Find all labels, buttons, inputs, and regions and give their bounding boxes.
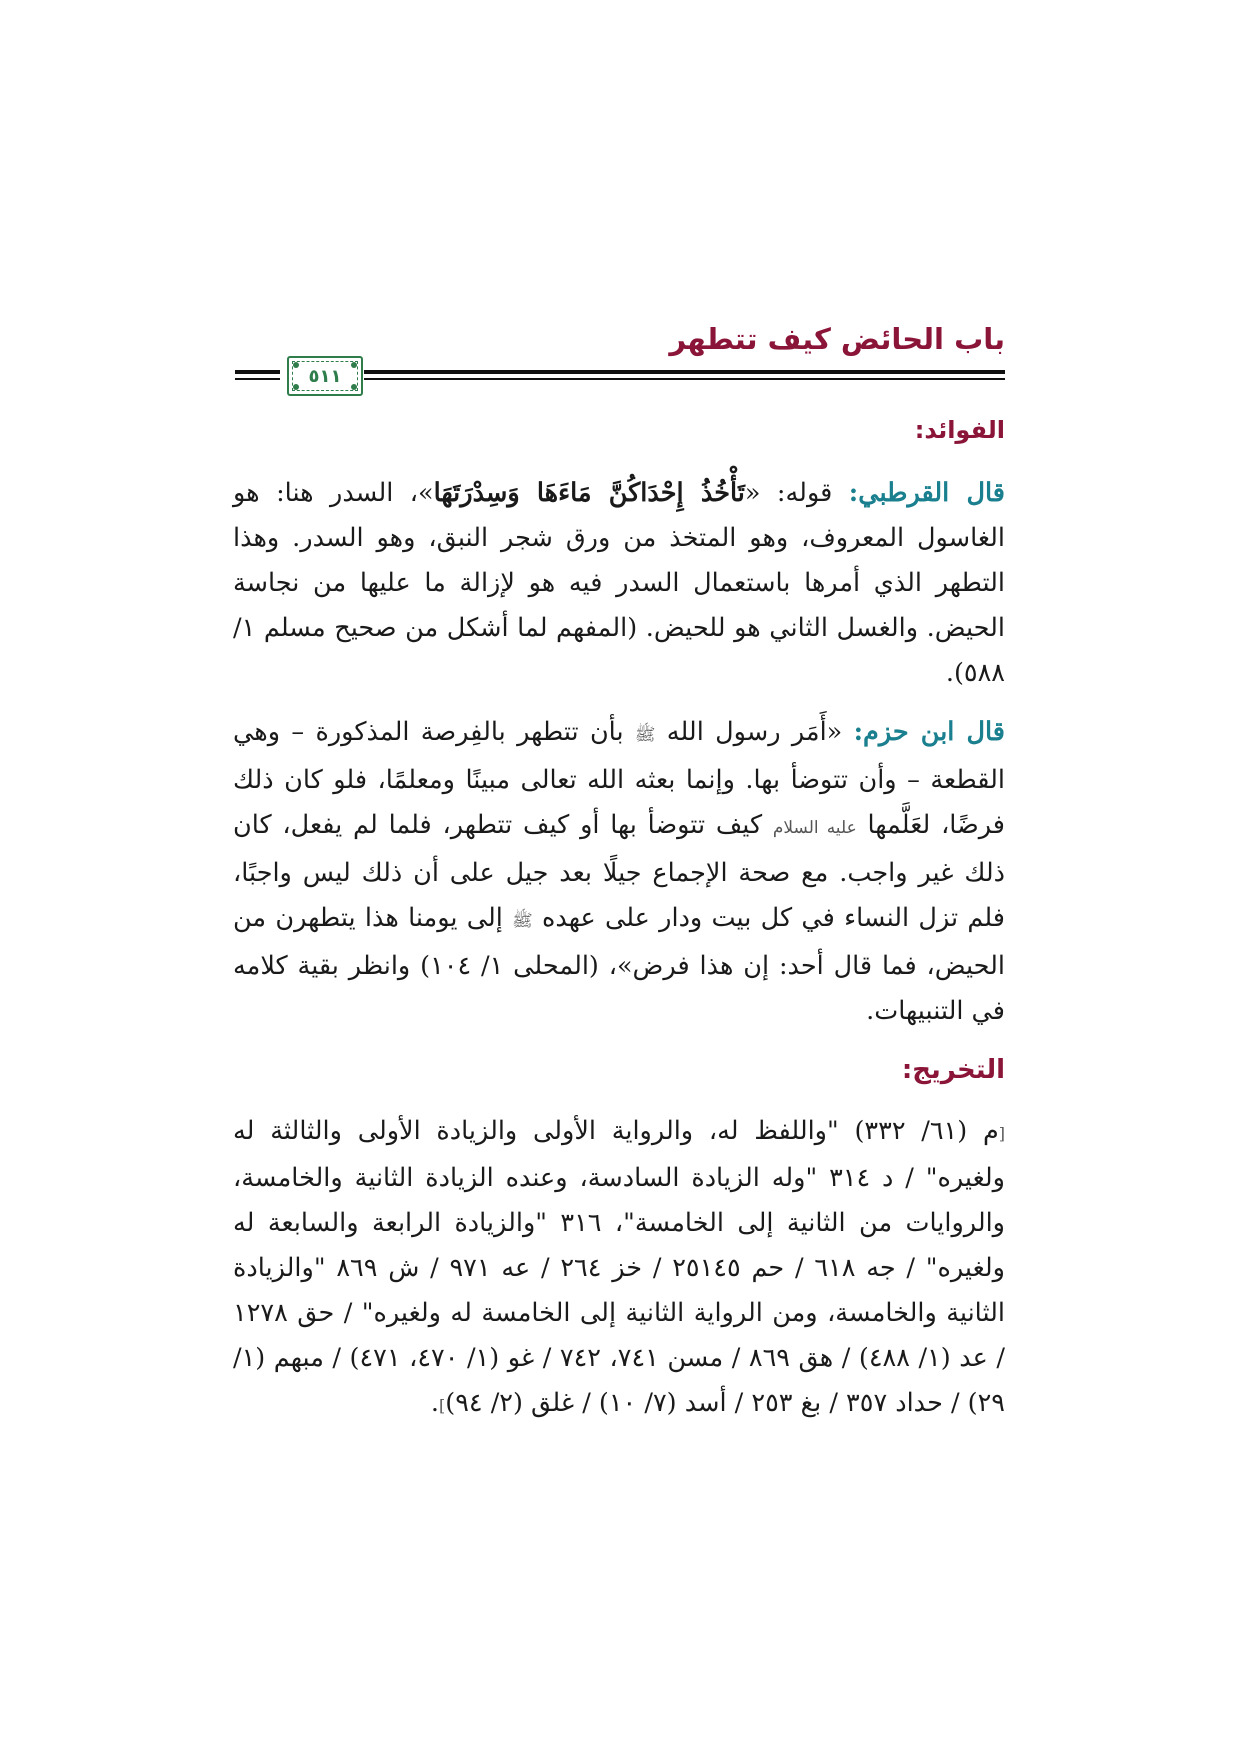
page-content: [233, 408, 1005, 1442]
ibn-hazm-text-4: إلى يومنا هذا يتطهرن من الحيض، فما قال أحد: إن هذا فرض»، (المحلى ١/ ١٠٤) وانظر بقية كلامه في التنبيهات.: [233, 903, 1005, 1026]
close-bracket: ]: [438, 1396, 446, 1415]
takhrij-heading: التخريج:: [901, 1055, 1005, 1085]
ornament-dot: [293, 384, 299, 390]
header-rule-thin: [364, 378, 1005, 380]
ornament-dot: [351, 362, 357, 368]
takhrij-paragraph: [233, 1109, 1005, 1428]
speaker-ibn-hazm: قال ابن حزم:: [853, 717, 1005, 747]
ibn-hazm-text-3: كيف تتوضأ بها أو كيف تتطهر، فلما لم يفعل، كان ذلك غير واجب. مع صحة الإجماع جيلًا بعد جيل على أن ذلك ليس واجبًا، فلم تزل النساء في كل بيت ودار على عهده: [233, 810, 1005, 933]
ornament-dot: [293, 362, 299, 368]
qurtubi-intro: قوله: «: [744, 478, 849, 508]
salutation-glyph: ﷺ: [634, 725, 656, 745]
chapter-title: باب الحائض كيف تتطهر: [669, 322, 1005, 356]
page-number: ٥١١: [308, 365, 342, 387]
takhrij-end: .: [430, 1388, 439, 1418]
takhrij-text: م (٦١/ ٣٣٢) "واللفظ له، والرواية الأولى والزيادة الأولى والثالثة له ولغيره" / د ٣١٤ "وله الزيادة السادسة، وعنده الزيادة الثانية والخامسة، والروايات من الثانية إلى الخامسة"، ٣١٦ "والزيادة الرابعة والسابعة له ولغيره" / جه ٦١٨ / حم ٢٥١٤٥ / خز ٢٦٤ / عه ٩٧١ / ش ٨٦٩ "والزيادة الثانية والخامسة، ومن الرواية الثانية إلى الخامسة له ولغيره" / حق ١٢٧٨ / عد (١/ ٤٨٨) / هق ٨٦٩ / مسن ٧٤١، ٧٤٢ / غو (١/ ٤٧٠، ٤٧١) / مبهم (١/ ٢٩) / حداد ٣٥٧ / بغ ٢٥٣ / أسد (٧/ ١٠) / غلق (٢/ ٩٤): [233, 1116, 1005, 1418]
header-rule-left-thin: [235, 378, 280, 380]
salutation-glyph: عليه السلام: [772, 818, 857, 838]
ibn-hazm-paragraph: [233, 710, 1005, 1034]
open-bracket: [: [998, 1124, 1006, 1143]
salutation-glyph: ﷺ: [512, 911, 533, 931]
qurtubi-text: »، السدر هنا: هو الغاسول المعروف، وهو المتخذ من ورق شجر النبق، وهو السدر. وهذا التطهر الذي أمرها باستعمال السدر فيه هو لإزالة ما عليها من نجاسة الحيض. والغسل الثاني هو للحيض. (المفهم لما أشكل من صحيح مسلم ١/ ٥٨٨).: [233, 478, 1005, 688]
hadith-quote: تَأْخُذُ إِحْدَاكُنَّ مَاءَهَا وَسِدْرَتَهَا: [433, 478, 745, 508]
ibn-hazm-text-2: بأن تتطهر بالفِرصة المذكورة – وهي القطعة – وأن تتوضأ بها. وإنما بعثه الله تعالى مبينًا ومعلمًا، فلو كان ذلك فرضًا، لعَلَّمها: [233, 717, 1005, 840]
ornament-dot: [351, 384, 357, 390]
qurtubi-paragraph: [233, 471, 1005, 696]
header-rule-left: [235, 370, 280, 374]
header-rule: [364, 370, 1005, 374]
page-number-badge: [287, 356, 363, 396]
fawaid-heading: الفوائد:: [914, 416, 1005, 444]
ibn-hazm-text-1: «أَمَر رسول الله: [655, 717, 854, 747]
speaker-qurtubi: قال القرطبي:: [848, 478, 1005, 508]
